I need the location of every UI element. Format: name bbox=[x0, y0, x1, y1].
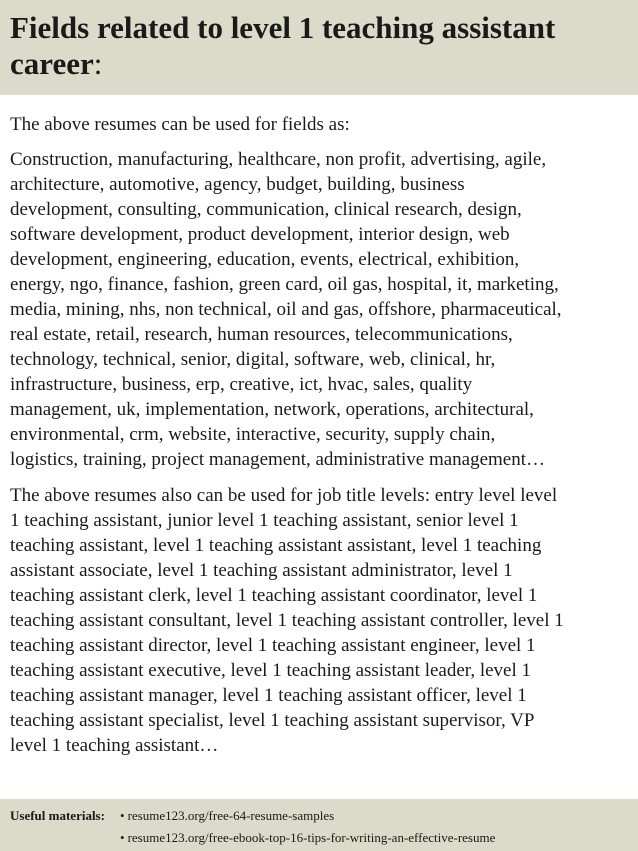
fields-line: development, consulting, communication, clinical research, design, bbox=[10, 199, 522, 220]
fields-line: software development, product development, interior design, web bbox=[10, 224, 510, 245]
intro-text: The above resumes can be used for fields as: bbox=[10, 114, 350, 135]
fields-line: logistics, training, project management, administrative management… bbox=[10, 449, 546, 470]
levels-line: teaching assistant clerk, level 1 teaching assistant coordinator, level 1 bbox=[10, 585, 538, 606]
footer-row bbox=[10, 827, 638, 849]
header-banner bbox=[0, 0, 638, 95]
levels-line: teaching assistant director, level 1 teaching assistant engineer, level 1 bbox=[10, 635, 536, 656]
footer-row bbox=[10, 805, 638, 827]
levels-line: teaching assistant manager, level 1 teaching assistant officer, level 1 bbox=[10, 685, 527, 706]
page-title bbox=[10, 10, 628, 82]
fields-line: energy, ngo, finance, fashion, green card, oil gas, hospital, it, marketing, bbox=[10, 274, 559, 295]
fields-line: management, uk, implementation, network, operations, architectural, bbox=[10, 399, 534, 420]
fields-line: technology, technical, senior, digital, software, web, clinical, hr, bbox=[10, 349, 496, 370]
page-title-colon: : bbox=[93, 46, 103, 81]
levels-line: assistant associate, level 1 teaching assistant administrator, level 1 bbox=[10, 560, 513, 581]
levels-line: 1 teaching assistant, junior level 1 teaching assistant, senior level 1 bbox=[10, 510, 519, 531]
fields-line: real estate, retail, research, human resources, telecommunications, bbox=[10, 324, 513, 345]
resource-link-resume-samples[interactable]: resume123.org/free-64-resume-samples bbox=[127, 808, 335, 823]
footer-banner bbox=[0, 799, 638, 851]
levels-line: teaching assistant consultant, level 1 teaching assistant controller, level 1 bbox=[10, 610, 564, 631]
page-title-text: Fields related to level 1 teaching assistant career bbox=[10, 10, 556, 81]
useful-materials-label-colon: : bbox=[100, 808, 105, 823]
levels-line: teaching assistant, level 1 teaching assistant assistant, level 1 teaching bbox=[10, 535, 542, 556]
fields-line: Construction, manufacturing, healthcare, non profit, advertising, agile, bbox=[10, 149, 547, 170]
fields-line: architecture, automotive, agency, budget, building, business bbox=[10, 174, 465, 195]
useful-materials-label bbox=[10, 805, 120, 827]
levels-line: The above resumes also can be used for job title levels: entry level level bbox=[10, 485, 558, 506]
levels-paragraph bbox=[10, 483, 634, 758]
levels-line: level 1 teaching assistant… bbox=[10, 735, 219, 756]
main-content bbox=[10, 113, 634, 769]
fields-paragraph bbox=[10, 147, 634, 472]
fields-line: development, engineering, education, events, electrical, exhibition, bbox=[10, 249, 520, 270]
fields-line: environmental, crm, website, interactive, security, supply chain, bbox=[10, 424, 496, 445]
bullet: • bbox=[120, 808, 125, 823]
fields-line: media, mining, nhs, non technical, oil and gas, offshore, pharmaceutical, bbox=[10, 299, 562, 320]
levels-line: teaching assistant specialist, level 1 teaching assistant supervisor, VP bbox=[10, 710, 535, 731]
bullet: • bbox=[120, 830, 125, 845]
useful-materials-label-text: Useful materials bbox=[10, 808, 101, 823]
resource-link-ebook-tips[interactable]: resume123.org/free-ebook-top-16-tips-for-writing-an-effective-resume bbox=[127, 830, 496, 845]
fields-line: infrastructure, business, erp, creative, ict, hvac, sales, quality bbox=[10, 374, 473, 395]
levels-line: teaching assistant executive, level 1 teaching assistant leader, level 1 bbox=[10, 660, 532, 681]
